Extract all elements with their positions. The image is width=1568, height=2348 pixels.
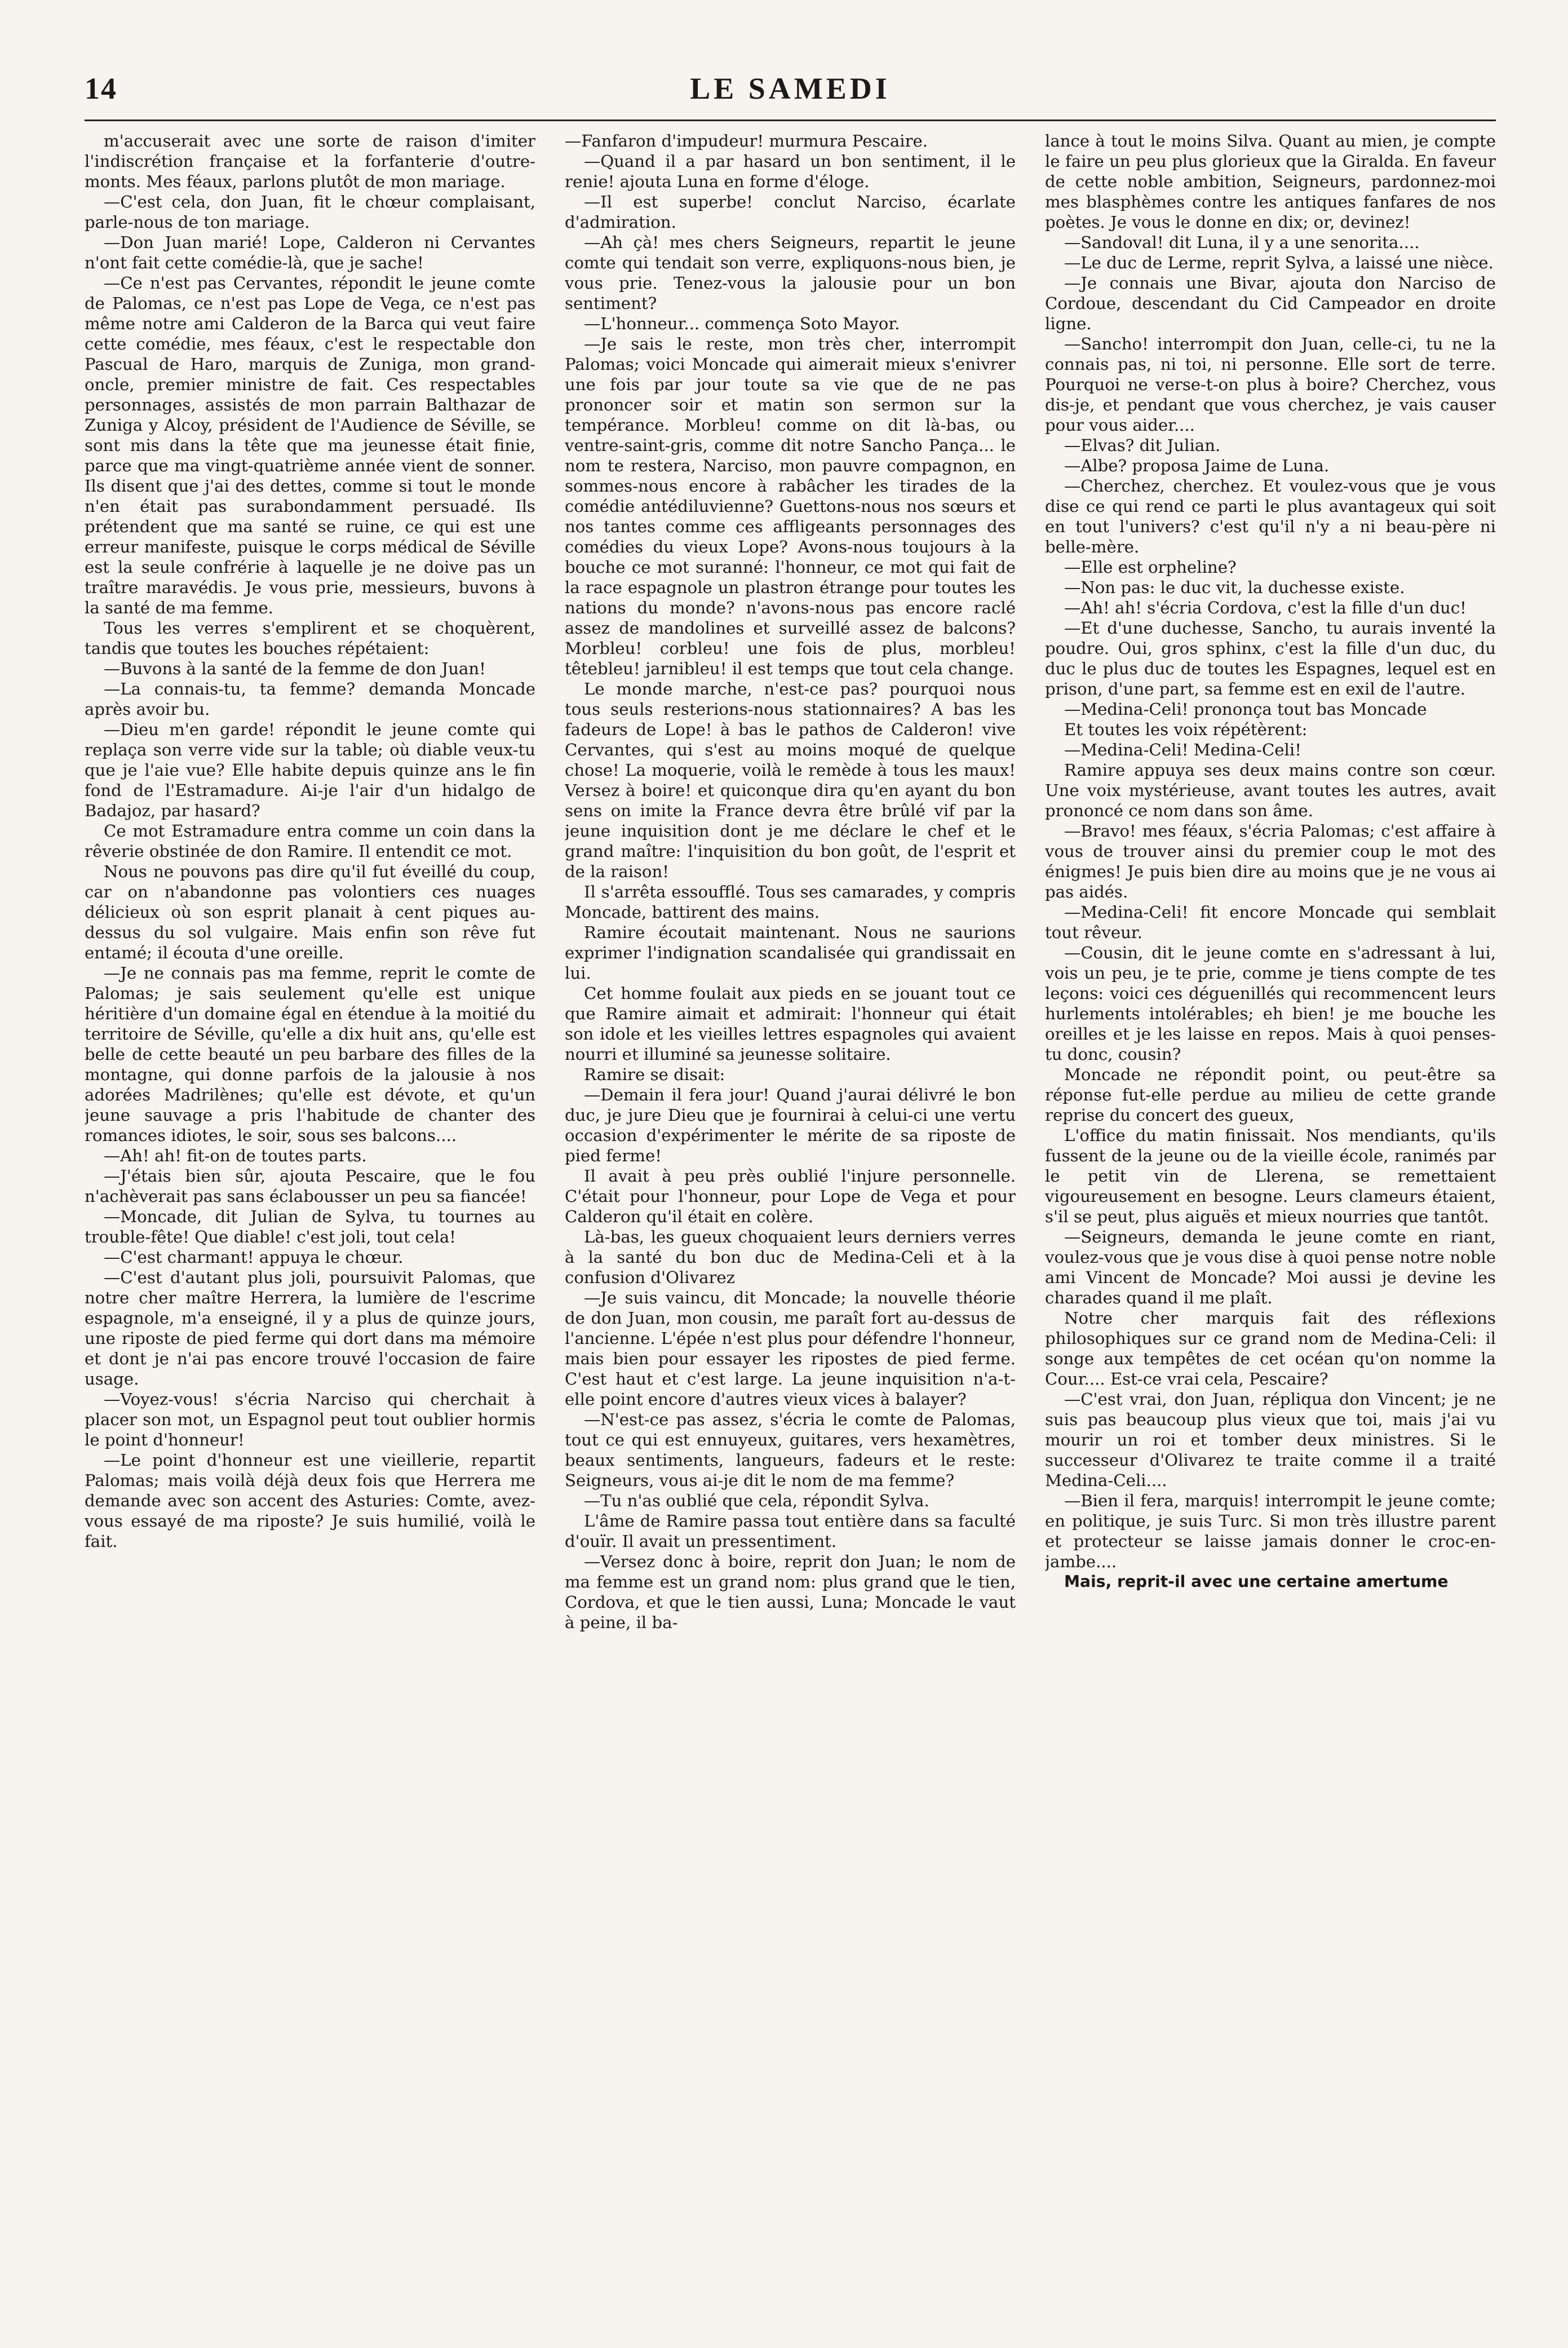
paragraph: —Cousin, dit le jeune comte en s'adressant à lui, vois un peu, je te prie, comme je tiens compte de tes leçons: voici ces déguenillés qui recommencent leurs hurlements intolérables; eh bien! je me bouche les oreilles et je les laisse en repos. Mais à quoi penses-tu donc, cousin? [1045,943,1496,1064]
paragraph: —Versez donc à boire, reprit don Juan; le nom de ma femme est un grand nom: plus grand que le tien, Cordova, et que le tien aussi, Luna; Moncade le vaut à peine, il ba- [565,1552,1016,1632]
paragraph: Notre cher marquis fait des réflexions philosophiques sur ce grand nom de Medina-Celi: il songe aux tempêtes de cet océan qu'on nomme la Cour.... Est-ce vrai cela, Pescaire? [1045,1308,1496,1389]
paragraph: —Le point d'honneur est une vieillerie, repartit Palomas; mais voilà déjà deux fois que Herrera me demande avec son accent des Asturies: Comte, avez-vous essayé de ma riposte? Je suis humilié, voilà le fait. [85,1451,535,1551]
paragraph: —Medina-Celi! prononça tout bas Moncade [1064,700,1427,719]
paragraph: —La connais-tu, ta femme? demanda Moncade après avoir bu. [85,679,535,719]
paragraph: —Il est superbe! conclut Narciso, écarlate d'admiration. [565,192,1016,232]
paragraph: —Je connais une Bivar, ajouta don Narciso de Cordoue, descendant du Cid Campeador en droite ligne. [1045,273,1496,333]
paragraph: —Ah! ah! fit-on de toutes parts. [104,1146,367,1165]
paragraph: —Elle est orpheline? [1064,558,1237,577]
paragraph: —Moncade, dit Julian de Sylva, tu tournes au trouble-fête! Que diable! c'est joli, tout cela! [85,1207,535,1246]
paragraph: —Buvons à la santé de la femme de don Juan! [104,659,486,678]
paragraph: —Ah çà! mes chers Seigneurs, repartit le jeune comte qui tendait son verre, expliquons-nous bien, je vous prie. Tenez-vous la jalousie pour un bon sentiment? [565,233,1016,313]
paragraph: —Quand il a par hasard un bon sentiment, il le renie! ajouta Luna en forme d'éloge. [565,152,1016,191]
paragraph: Là-bas, les gueux choquaient leurs derniers verres à la santé du bon duc de Medina-Celi et à la confusion d'Olivarez [565,1227,1016,1287]
text-column-3 [1045,131,1496,2329]
paragraph: —Albe? proposa Jaime de Luna. [1064,456,1330,475]
paragraph: —J'étais bien sûr, ajouta Pescaire, que le fou n'achèverait pas sans éclabousser un peu sa fiancée! [85,1166,535,1206]
paragraph: —C'est charmant! appuya le chœur. [104,1248,404,1267]
paragraph: —L'honneur... commença Soto Mayor. [584,314,900,333]
paragraph: Tous les verres s'emplirent et se choquèrent, tandis que toutes les bouches répétaient: [85,618,535,658]
text-column-2 [565,131,1016,2329]
paragraph: —C'est vrai, don Juan, répliqua don Vincent; je ne suis pas beaucoup plus vieux que toi, mais j'ai vu mourir un roi et tomber deux ministres. Si le successeur d'Olivarez te traite comme il a traité Medina-Celi.... [1045,1390,1496,1490]
paragraph: —Bravo! mes féaux, s'écria Palomas; c'est affaire à vous de trouver ainsi du premier coup le mot des énigmes! Je puis bien dire au moins que je ne vous ai pas aidés. [1045,821,1496,901]
paragraph: Moncade ne répondit point, ou peut-être sa réponse fut-elle perdue au milieu de cette grande reprise du concert des gueux, [1045,1065,1496,1125]
paragraph: L'office du matin finissait. Nos mendiants, qu'ils fussent de la jeune ou de la vieille école, ranimés par le petit vin de Llerena, se remettaient vigoureusement en besogne. Leurs clameurs étaient, s'il se peut, plus aiguës et mieux nourries que tantôt. [1045,1126,1496,1226]
paragraph: Le monde marche, n'est-ce pas? pourquoi nous tous seuls resterions-nous stationnaires? A bas les fadeurs de Lope! à bas le pathos de Calderon! vive Cervantes, qui s'est au moins moqué de quelque chose! La moquerie, voilà le remède à tous les maux! Versez à boire! et quiconque dira qu'en ayant du bon sens on imite la France devra être brûlé vif par la jeune inquisition dont je me déclare le chef et le grand maître: l'inquisition du bon goût, de l'esprit et de la raison! [565,679,1016,881]
paragraph: —Non pas: le duc vit, la duchesse existe. [1064,578,1405,597]
paragraph: —C'est d'autant plus joli, poursuivit Palomas, que notre cher maître Herrera, la lumière de l'escrime espagnole, m'a enseigné, il y a plus de quinze jours, une riposte de pied ferme qui dort dans ma mémoire et dont je n'ai pas encore trouvé l'occasion de faire usage. [85,1268,535,1389]
paragraph: —Ce n'est pas Cervantes, répondit le jeune comte de Palomas, ce n'est pas Lope de Vega, ce n'est pas même notre ami Calderon de la Barca qui veut faire cette comédie, mes féaux, c'est le respectable don Pascual de Haro, marquis de Zuniga, mon grand-oncle, premier ministre de fait. Ces respectables personnages, assistés de mon parrain Balthazar de Zuniga y Alcoy, président de l'Audience de Séville, se sont mis dans la tête que ma jeunesse était finie, parce que ma vingt-quatrième année vient de sonner. Ils disent que j'ai des dettes, comme si tout le monde n'en était pas surabondamment persuadé. Ils prétendent que ma santé se ruine, ce qui est une erreur manifeste, puisque le corps médical de Séville est la seule confrérie à laquelle je ne doive pas un traître maravédis. Je vous prie, messieurs, buvons à la santé de ma femme. [85,273,535,617]
paragraph: —Elvas? dit Julian. [1064,436,1221,455]
header-rule [85,120,1496,121]
paragraph: —Bien il fera, marquis! interrompit le jeune comte; en politique, je suis Turc. Si mon très illustre parent et protecteur se laisse jamais donner le croc-en-jambe.... [1045,1491,1496,1571]
paragraph: —Je sais le reste, mon très cher, interrompit Palomas; voici Moncade qui aimerait mieux s'enivrer une fois par jour toute sa vie que de ne pas prononcer soir et matin son sermon sur la tempérance. Morbleu! comme on dit là-bas, ou ventre-saint-gris, comme dit notre Sancho Pança... le nom te restera, Narciso, mon pauvre compagnon, en sommes-nous encore à rabâcher les tirades de la comédie antédiluvienne? Guettons-nous nos sœurs et nos tantes comme ces affligeants personnages des comédies du vieux Lope? Avons-nous toujours à la bouche ce mot suranné: l'honneur, ce mot qui fait de la race espagnole un plastron étrange pour toutes les nations du monde? n'avons-nous pas encore raclé assez de mandolines et surveillé assez de balcons? Morbleu! corbleu! une fois de plus, morbleu! têtebleu! jarnibleu! il est temps que tout cela change. [565,334,1016,678]
paragraph: —Fanfaron d'impudeur! murmura Pescaire. [565,131,928,151]
paragraph: —Don Juan marié! Lope, Calderon ni Cervantes n'ont fait cette comédie-là, que je sache! [85,233,535,272]
paragraph: Mais, reprit-il avec une certaine amertume [1064,1572,1449,1591]
running-title: LE SAMEDI [690,72,891,105]
paragraph: —Et d'une duchesse, Sancho, tu aurais inventé la poudre. Oui, gros sphinx, c'est la fille d'un duc, du duc le plus duc de toutes les Espagnes, lequel est en prison, d'une part, sa femme est en exil de l'autre. [1045,618,1496,698]
paragraph: —N'est-ce pas assez, s'écria le comte de Palomas, tout ce qui est ennuyeux, guitares, vers hexamètres, beaux sentiments, langueurs, fadeurs et le reste: Seigneurs, vous ai-je dit le nom de ma femme? [565,1410,1016,1490]
paragraph: —Seigneurs, demanda le jeune comte en riant, voulez-vous que je vous dise à quoi pense notre noble ami Vincent de Moncade? Moi aussi je devine les charades quand il me plaît. [1045,1227,1496,1307]
paragraph: —C'est cela, don Juan, fit le chœur complaisant, parle-nous de ton mariage. [85,192,535,232]
paragraph: —Je ne connais pas ma femme, reprit le comte de Palomas; je sais seulement qu'elle est unique héritière d'un domaine égal en étendue à la moitié du territoire de Séville, qu'elle a dix huit ans, qu'elle est belle de cette beauté un peu barbare des filles de la montagne, qui donne parfois de la jalousie à nos adorées Madrilènes; qu'elle est dévote, et qu'un jeune sauvage a pris l'habitude de chanter des romances idiotes, le soir, sous ses balcons.... [85,963,535,1145]
paragraph: Il s'arrêta essoufflé. Tous ses camarades, y compris Moncade, battirent des mains. [565,882,1016,922]
paragraph: —Medina-Celi! Medina-Celi! [1064,740,1301,759]
paragraph: —Tu n'as oublié que cela, répondit Sylva. [584,1491,929,1510]
paragraph: L'âme de Ramire passa tout entière dans sa faculté d'ouïr. Il avait un pressentiment. [565,1511,1016,1551]
text-column-1 [85,131,535,2329]
paragraph: —Sancho! interrompit don Juan, celle-ci, tu ne la connais pas, ni toi, ni personne. Elle sort de terre. Pourquoi ne verse-t-on plus à boire? Cherchez, vous dis-je, et pendant que vous cherchez, je vais causer pour vous aider.... [1045,334,1496,435]
paragraph: —Cherchez, cherchez. Et voulez-vous que je vous dise ce qui rend ce parti le plus avantageux qui soit en tout l'univers? c'est qu'il n'y a ni beau-père ni belle-mère. [1045,476,1496,556]
paragraph: m'accuserait avec une sorte de raison d'imiter l'indiscrétion française et la forfanterie d'outre-monts. Mes féaux, parlons plutôt de mon mariage. [85,131,535,191]
paragraph: Ramire se disait: [584,1065,725,1084]
page-header [85,71,1496,110]
paragraph: —Sandoval! dit Luna, il y a une senorita.... [1064,233,1420,252]
paragraph: Ce mot Estramadure entra comme un coin dans la rêverie obstinée de don Ramire. Il entendit ce mot. [85,821,535,861]
paragraph: Nous ne pouvons pas dire qu'il fut éveillé du coup, car on n'abandonne pas volontiers ces nuages délicieux où son esprit planait à cent piques au-dessus du sol vulgaire. Mais enfin son rêve fut entamé; il écouta d'une oreille. [85,862,535,962]
paragraph: —Ah! ah! s'écria Cordova, c'est la fille d'un duc! [1064,598,1467,617]
paragraph: —Voyez-vous! s'écria Narciso qui cherchait à placer son mot, un Espagnol peut tout oublier hormis le point d'honneur! [85,1390,535,1449]
paragraph: —Demain il fera jour! Quand j'aurai délivré le bon duc, je jure Dieu que je fournirai à celui-ci une vertu occasion d'expérimenter le mérite de sa riposte de pied ferme! [565,1085,1016,1165]
paragraph: —Je suis vaincu, dit Moncade; la nouvelle théorie de don Juan, mon cousin, me paraît fort au-dessus de l'ancienne. L'épée n'est plus pour défendre l'honneur, mais bien pour essayer les ripostes de pied ferme. C'est haut et c'est large. La jeune inquisition n'a-t-elle point encore d'autres vieux vices à balayer? [565,1288,1016,1409]
paragraph: Ramire écoutait maintenant. Nous ne saurions exprimer l'indignation scandalisée qui grandissait en lui. [565,923,1016,983]
paragraph: —Le duc de Lerme, reprit Sylva, a laissé une nièce. [1064,253,1494,272]
paragraph: lance à tout le moins Silva. Quant au mien, je compte le faire un peu plus glorieux que la Giralda. En faveur de cette noble ambition, Seigneurs, pardonnez-moi mes blasphèmes contre les antiques fanfares de nos poètes. Je vous le donne en dix; or, devinez! [1045,131,1496,232]
paragraph: Cet homme foulait aux pieds en se jouant tout ce que Ramire aimait et admirait: l'honneur qui était son idole et les vieilles lettres espagnoles qui avaient nourri et illuminé sa jeunesse solitaire. [565,984,1016,1064]
paragraph: Et toutes les voix répétèrent: [1064,720,1308,739]
page-number: 14 [85,72,117,105]
paragraph: Ramire appuya ses deux mains contre son cœur. Une voix mystérieuse, avant toutes les autres, avait prononcé ce nom dans son âme. [1045,760,1496,820]
paragraph: —Medina-Celi! fit encore Moncade qui semblait tout rêveur. [1045,903,1496,942]
paragraph: —Dieu m'en garde! répondit le jeune comte qui replaça son verre vide sur la table; où diable veux-tu que je l'aie vue? Elle habite depuis quinze ans le fin fond de l'Estramadure. Ai-je l'air d'un hidalgo de Badajoz, par hasard? [85,720,535,820]
paragraph: Il avait à peu près oublié l'injure personnelle. C'était pour l'honneur, pour Lope de Vega et pour Calderon qu'il était en colère. [565,1166,1016,1226]
